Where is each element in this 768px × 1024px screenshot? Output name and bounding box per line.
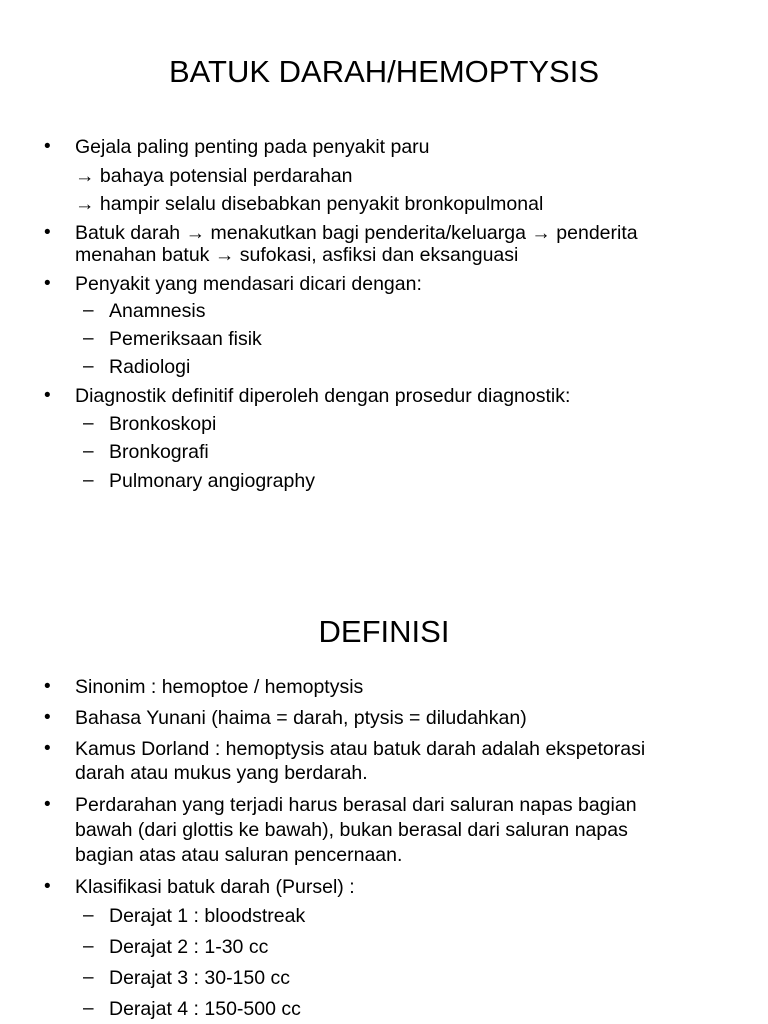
- bullet-continuation: bawah (dari glottis ke bawah), bukan berasal dari saluran napas: [75, 819, 628, 841]
- bullet-icon: •: [44, 676, 51, 697]
- bullet-icon: •: [44, 738, 51, 759]
- bullet-icon: •: [44, 385, 51, 406]
- bullet-icon: •: [44, 273, 51, 294]
- dash-icon: –: [83, 998, 94, 1019]
- sub-list-item: Pulmonary angiography: [109, 470, 315, 492]
- bullet-continuation: bagian atas atau saluran pencernaan.: [75, 844, 403, 866]
- bullet-continuation: → bahaya potensial perdarahan: [75, 165, 353, 187]
- bullet-icon: •: [44, 222, 51, 243]
- bullet-icon: •: [44, 876, 51, 897]
- sub-list-item: Bronkoskopi: [109, 413, 217, 435]
- sub-list-item: Anamnesis: [109, 300, 206, 322]
- sub-list-item: Radiologi: [109, 356, 191, 378]
- bullet-item: Perdarahan yang terjadi harus berasal dari saluran napas bagian: [75, 794, 637, 816]
- sub-list-item: Derajat 3 : 30-150 cc: [109, 967, 291, 989]
- bullet-item: Sinonim : hemoptoe / hemoptysis: [75, 676, 364, 698]
- slide-title: DEFINISI: [318, 614, 450, 649]
- bullet-item: Kamus Dorland : hemoptysis atau batuk darah adalah ekspetorasi: [75, 738, 646, 760]
- sub-list-item: Derajat 2 : 1-30 cc: [109, 936, 269, 958]
- slide-title: BATUK DARAH/HEMOPTYSIS: [168, 54, 600, 89]
- bullet-icon: •: [44, 136, 51, 157]
- dash-icon: –: [83, 300, 94, 321]
- dash-icon: –: [83, 356, 94, 377]
- dash-icon: –: [83, 328, 94, 349]
- bullet-item: Diagnostik definitif diperoleh dengan prosedur diagnostik:: [75, 385, 571, 407]
- dash-icon: –: [83, 905, 94, 926]
- dash-icon: –: [83, 413, 94, 434]
- bullet-icon: •: [44, 794, 51, 815]
- bullet-item: Gejala paling penting pada penyakit paru: [75, 136, 430, 158]
- bullet-continuation: menahan batuk → sufokasi, asfiksi dan eksanguasi: [75, 244, 519, 266]
- sub-list-item: Derajat 1 : bloodstreak: [109, 905, 306, 927]
- sub-list-item: Pemeriksaan fisik: [109, 328, 262, 350]
- bullet-continuation: → hampir selalu disebabkan penyakit bronkopulmonal: [75, 193, 544, 215]
- dash-icon: –: [83, 967, 94, 988]
- sub-list-item: Derajat 4 : 150-500 cc: [109, 998, 301, 1020]
- sub-list-item: Bronkografi: [109, 441, 209, 463]
- dash-icon: –: [83, 936, 94, 957]
- bullet-continuation: darah atau mukus yang berdarah.: [75, 762, 368, 784]
- dash-icon: –: [83, 470, 94, 491]
- dash-icon: –: [83, 441, 94, 462]
- bullet-item: Penyakit yang mendasari dicari dengan:: [75, 273, 422, 295]
- bullet-item: Bahasa Yunani (haima = darah, ptysis = diludahkan): [75, 707, 527, 729]
- bullet-item: Klasifikasi batuk darah (Pursel) :: [75, 876, 355, 898]
- bullet-icon: •: [44, 707, 51, 728]
- bullet-item: Batuk darah → menakutkan bagi penderita/keluarga → penderita: [75, 222, 638, 244]
